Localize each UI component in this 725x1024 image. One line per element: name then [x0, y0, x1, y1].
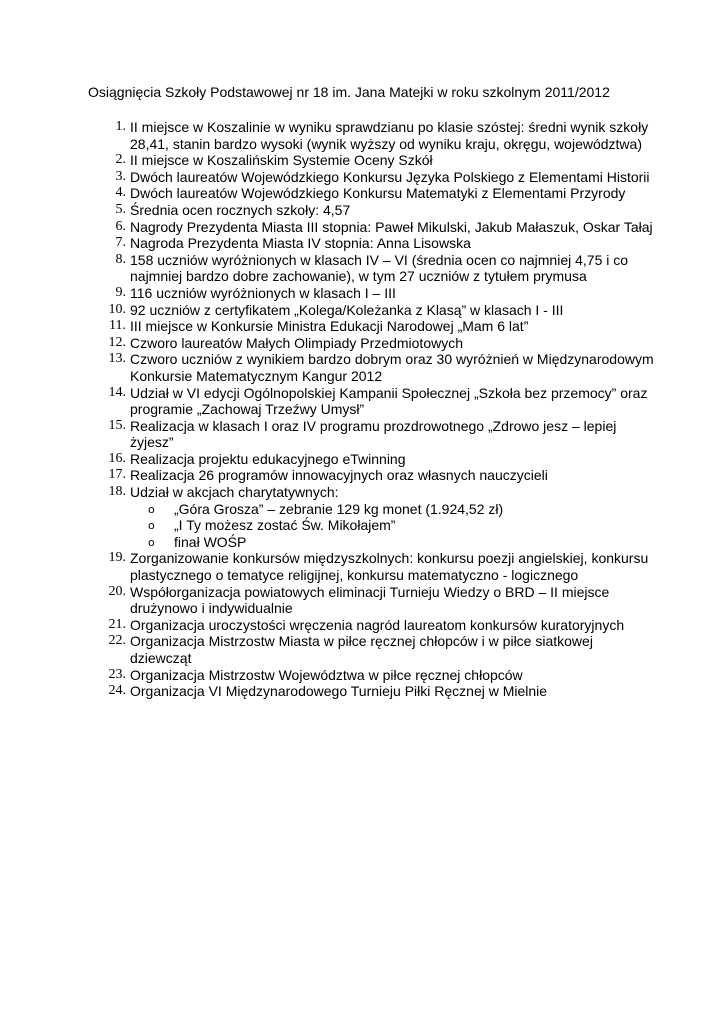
list-item-number: 4. — [115, 185, 126, 201]
list-item-number: 7. — [115, 235, 126, 251]
list-item-number: 20. — [108, 583, 126, 599]
list-item — [96, 202, 656, 219]
list-item — [96, 318, 656, 335]
list-item-number: 1. — [115, 119, 126, 134]
list-item-text: Dwóch laureatów Wojewódzkiego Konkursu Matematyki z Elementami Przyrody — [130, 185, 626, 202]
list-item-number: 21. — [108, 616, 126, 632]
list-item-number: 24. — [108, 683, 126, 699]
sub-list — [130, 501, 656, 551]
list-item — [96, 633, 656, 666]
list-item-text: Czworo uczniów z wynikiem bardzo dobrym oraz 30 wyróżnień w Międzynarodowym Konkursie Matematycznym Kangur 2012 — [130, 351, 654, 384]
list-item-number: 13. — [108, 351, 126, 367]
list-item-number: 18. — [108, 484, 126, 500]
list-item-number: 16. — [108, 450, 126, 466]
list-item-text: Realizacja 26 programów innowacyjnych oraz własnych nauczycieli — [130, 467, 548, 484]
list-item — [96, 219, 656, 236]
list-item-number: 19. — [108, 550, 126, 566]
circle-bullet-icon: o — [148, 535, 155, 549]
list-item-text: Organizacja uroczystości wręczenia nagród laureatom konkursów kuratoryjnych — [130, 616, 625, 633]
list-item-number: 22. — [108, 633, 126, 649]
sub-list-item — [130, 534, 656, 551]
list-item-number: 14. — [108, 384, 126, 400]
list-item — [96, 418, 656, 451]
list-item-text: Organizacja VI Międzynarodowego Turnieju Piłki Ręcznej w Mielnie — [130, 683, 548, 700]
circle-bullet-icon: o — [148, 519, 155, 533]
list-item — [96, 235, 656, 252]
list-item — [96, 185, 656, 202]
list-item-number: 3. — [115, 168, 126, 184]
list-item — [96, 119, 656, 152]
list-item — [96, 451, 656, 468]
list-item-number: 6. — [115, 218, 126, 234]
list-item-number: 9. — [115, 284, 126, 300]
list-item — [96, 550, 656, 583]
list-item — [96, 467, 656, 484]
list-item-text: Współorganizacja powiatowych eliminacji Turnieju Wiedzy o BRD – II miejsce drużynowo i indywidualnie — [130, 583, 610, 617]
list-item — [96, 484, 656, 550]
list-item — [96, 385, 656, 418]
list-item-text: Czworo laureatów Małych Olimpiady Przedmiotowych — [130, 334, 464, 351]
achievements-list — [96, 119, 656, 700]
list-item-number: 8. — [115, 251, 126, 267]
list-item-text: II miejsce w Koszalińskim Systemie Oceny Szkół — [130, 152, 433, 169]
list-item-text: Udział w akcjach charytatywnych: — [130, 484, 339, 501]
list-item — [96, 169, 656, 186]
list-item-number: 17. — [108, 467, 126, 483]
list-item-number: 12. — [108, 334, 126, 350]
list-item-text: Udział w VI edycji Ogólnopolskiej Kampanii Społecznej „Szkoła bez przemocy” oraz programie „Zachowaj Trzeźwy Umysł” — [130, 384, 648, 418]
list-item — [96, 584, 656, 617]
sub-list-item-text: finał WOŚP — [174, 533, 247, 550]
list-item-text: 158 uczniów wyróżnionych w klasach IV – VI (średnia ocen co najmniej 4,75 i co najmniej bardzo dobre zachowanie), w tym 27 uczniów z tytułem prymusa — [130, 251, 629, 285]
list-item-text: III miejsce w Konkursie Ministra Edukacji Narodowej „Mam 6 lat” — [130, 318, 529, 335]
list-item — [96, 683, 656, 700]
list-item-text: 92 uczniów z certyfikatem „Kolega/Koleżanka z Klasą” w klasach I - III — [130, 301, 564, 318]
list-item-text: Nagroda Prezydenta Miasta IV stopnia: Anna Lisowska — [130, 235, 471, 252]
list-item-text: Nagrody Prezydenta Miasta III stopnia: Paweł Mikulski, Jakub Małaszuk, Oskar Tałaj — [130, 218, 653, 235]
list-item-text: Realizacja w klasach I oraz IV programu prozdrowotnego „Zdrowo jesz – lepiej żyjesz” — [130, 417, 617, 451]
list-item-text: Średnia ocen rocznych szkoły: 4,57 — [130, 201, 351, 218]
sub-list-item-text: „I Ty możesz zostać Św. Mikołajem” — [174, 517, 396, 534]
document-title: Osiągnięcia Szkoły Podstawowej nr 18 im. Jana Matejki w roku szkolnym 2011/2012 — [88, 84, 610, 100]
list-item — [96, 252, 656, 285]
circle-bullet-icon: o — [148, 502, 155, 516]
list-item-number: 5. — [115, 201, 126, 217]
list-item — [96, 335, 656, 352]
list-item-number: 10. — [108, 301, 126, 317]
list-item — [96, 152, 656, 169]
list-item-text: II miejsce w Koszalinie w wyniku sprawdzianu po klasie szóstej: średni wynik szkoły 28,41, stanin bardzo wysoki (wynik wyższy od wyniku kraju, okręgu, województwa) — [130, 119, 649, 152]
list-item — [96, 285, 656, 302]
list-item-number: 2. — [115, 152, 126, 168]
list-item-text: Organizacja Mistrzostw Miasta w piłce ręcznej chłopców i w piłce siatkowej dziewcząt — [130, 633, 593, 666]
list-item — [96, 667, 656, 684]
list-item-text: Zorganizowanie konkursów międzyszkolnych: konkursu poezji angielskiej, konkursu plastycznego o tematyce religijnej, konkursu matematyczno - logicznego — [130, 550, 649, 584]
list-item — [96, 351, 656, 384]
sub-list-item-text: „Góra Grosza” – zebranie 129 kg monet (1.924,52 zł) — [174, 500, 504, 517]
sub-list-item — [130, 501, 656, 518]
list-item — [96, 302, 656, 319]
list-item-number: 15. — [108, 417, 126, 433]
list-item-text: Dwóch laureatów Wojewódzkiego Konkursu Języka Polskiego z Elementami Historii — [130, 168, 650, 185]
list-item-number: 11. — [109, 318, 126, 334]
list-item-number: 23. — [108, 666, 126, 682]
list-item-text: Organizacja Mistrzostw Województwa w piłce ręcznej chłopców — [130, 666, 523, 683]
list-item-text: Realizacja projektu edukacyjnego eTwinning — [130, 450, 406, 467]
sub-list-item — [130, 517, 656, 534]
list-item-text: 116 uczniów wyróżnionych w klasach I – III — [130, 284, 396, 301]
list-item — [96, 617, 656, 634]
